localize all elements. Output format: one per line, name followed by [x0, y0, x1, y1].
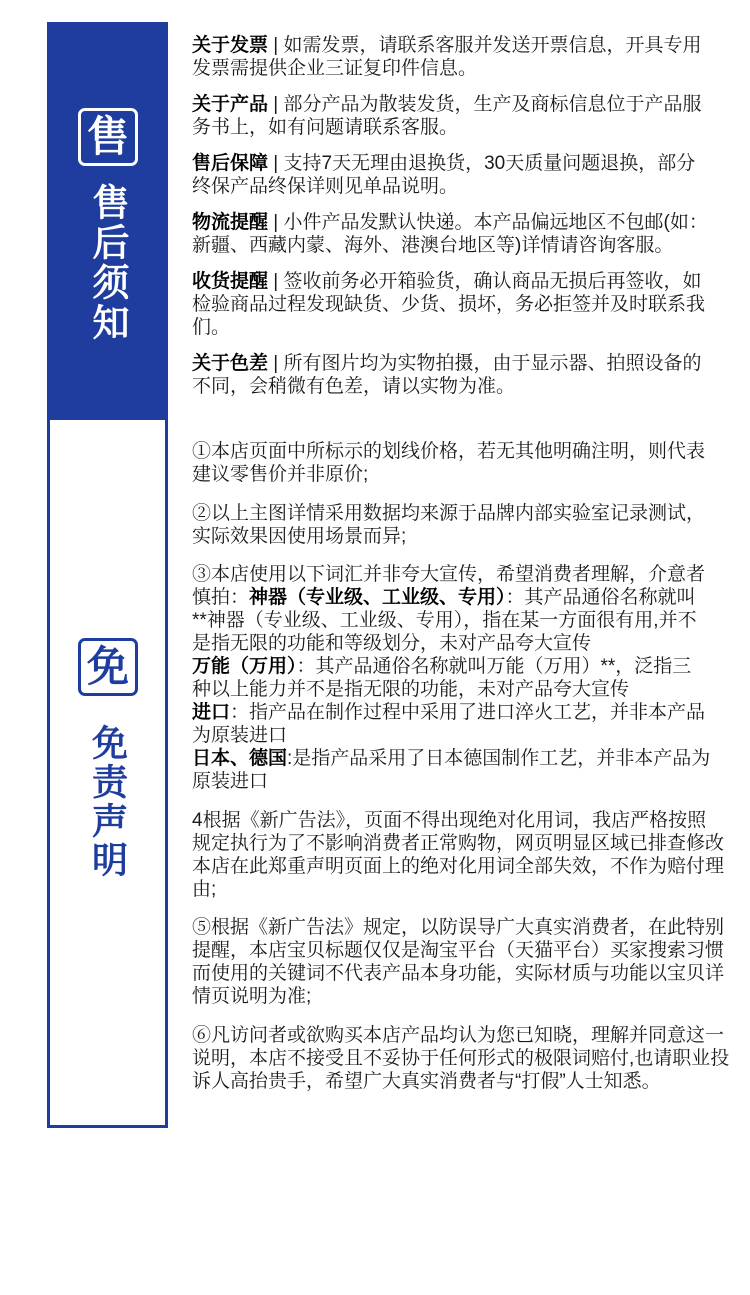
text-line	[192, 211, 737, 234]
aftersales-badge-char: 售	[86, 113, 129, 160]
text-segment: 不同，会稍微有色差，请以实物为准。	[192, 376, 516, 397]
disclaimer-banner	[47, 420, 168, 1128]
text-line	[192, 293, 737, 316]
aftersales-notice-item	[192, 352, 737, 398]
aftersales-notice-item	[192, 211, 737, 257]
text-line	[192, 655, 737, 678]
bold-term: 万能（万用）	[192, 656, 297, 677]
text-line	[192, 1070, 737, 1093]
text-segment: 4根据《新广告法》，页面不得出现绝对化用词，我店严格按照	[192, 809, 707, 831]
aftersales-notice-item	[192, 270, 737, 339]
text-line	[192, 962, 737, 985]
text-line	[192, 809, 737, 832]
bold-term: 进口	[192, 702, 231, 723]
bold-term: 关于发票	[192, 35, 269, 56]
text-segment: 提醒，本店宝贝标题仅仅是淘宝平台（天猫平台）买家搜索习惯	[192, 940, 725, 961]
text-line	[192, 93, 737, 116]
text-segment: 本店在此郑重声明页面上的绝对化用词全部失效，不作为赔付理	[192, 855, 725, 877]
text-line	[192, 678, 737, 701]
aftersales-title: 售后须知	[87, 183, 128, 343]
text-line	[192, 502, 737, 525]
bold-term: 神器（专业级、工业级、专用）	[249, 587, 506, 608]
text-segment: 是指无限的功能和等级划分，未对产品夸大宣传	[192, 633, 592, 654]
text-segment: 而使用的关键词不代表产品本身功能，实际材质与功能以宝贝详	[192, 963, 725, 984]
text-line	[192, 1047, 737, 1070]
text-segment: 务书上，如有问题请联系客服。	[192, 117, 459, 138]
aftersales-notice-item	[192, 34, 737, 80]
text-line	[192, 316, 737, 339]
aftersales-notice-item	[192, 93, 737, 139]
text-line	[192, 1024, 737, 1047]
text-line	[192, 985, 737, 1008]
text-segment: | 部分产品为散装发货，生产及商标信息位于产品服	[268, 94, 702, 115]
aftersales-notice-item	[192, 152, 737, 198]
text-segment: | 如需发票，请联系客服并发送开票信息，开具专用	[268, 35, 702, 56]
text-line	[192, 939, 737, 962]
text-segment: ⑤根据《新广告法》规定，以防误导广大真实消费者，在此特别	[192, 917, 725, 938]
text-segment: | 签收前务必开箱验货，确认商品无损后再签收，如	[268, 271, 702, 292]
text-line	[192, 116, 737, 139]
text-segment: 种以上能力并不是指无限的功能，未对产品夸大宣传	[192, 679, 630, 700]
text-line	[192, 152, 737, 175]
text-line	[192, 34, 737, 57]
bold-term: 收货提醒	[192, 271, 269, 292]
text-segment: 发票需提供企业三证复印件信息。	[192, 58, 478, 79]
disclaimer-title: 免责声明	[87, 724, 129, 880]
aftersales-notice-list	[192, 34, 737, 411]
disclaimer-clause-item	[192, 440, 737, 486]
text-segment: ：其产品通俗名称就叫万能（万用）**，泛指三	[296, 656, 692, 677]
text-segment: ②以上主图详情采用数据均来源于品牌内部实验室记录测试，	[192, 502, 706, 524]
text-line	[192, 175, 737, 198]
bold-term: 物流提醒	[192, 212, 269, 233]
text-segment: ①本店页面中所标示的划线价格，若无其他明确注明，则代表	[192, 441, 706, 462]
disclaimer-clause-item	[192, 916, 737, 1008]
text-segment: 原装进口	[192, 771, 269, 792]
text-line	[192, 440, 737, 463]
text-line	[192, 916, 737, 939]
disclaimer-clause-item	[192, 502, 737, 548]
text-line	[192, 352, 737, 375]
text-segment: ⑥凡访问者或欲购买本店产品均认为您已知晓，理解并同意这一	[192, 1024, 725, 1046]
text-segment: **神器（专业级、工业级、专用），指在某一方面很有用,并不	[192, 610, 697, 631]
text-segment: 由;	[192, 878, 217, 900]
text-segment: ：其产品通俗名称就叫	[505, 587, 696, 608]
text-line	[192, 234, 737, 257]
bold-term: 关于色差	[192, 353, 269, 374]
text-segment: ③本店使用以下词汇并非夸大宣传，希望消费者理解，介意者	[192, 564, 706, 585]
text-segment: 说明，本店不接受且不妥协于任何形式的极限词赔付,也请职业投	[192, 1047, 730, 1069]
text-line	[192, 609, 737, 632]
disclaimer-badge-char: 免	[86, 643, 129, 690]
bold-term: 售后保障	[192, 153, 269, 174]
text-line	[192, 747, 737, 770]
text-line	[192, 832, 737, 855]
text-segment: 们。	[192, 317, 231, 338]
text-segment: 情页说明为准;	[192, 986, 312, 1007]
text-segment: 为原装进口	[192, 725, 288, 746]
text-segment: 检验商品过程发现缺货、少货、损坏，务必拒签并及时联系我	[192, 294, 706, 315]
text-line	[192, 270, 737, 293]
text-segment: :是指产品采用了日本德国制作工艺，并非本产品为	[287, 748, 711, 769]
text-segment: 慎拍：	[192, 587, 250, 608]
text-line	[192, 724, 737, 747]
text-segment: | 所有图片均为实物拍摄，由于显示器、拍照设备的	[268, 353, 702, 374]
text-line	[192, 855, 737, 878]
text-line	[192, 463, 737, 486]
text-segment: 新疆、西藏内蒙、海外、港澳台地区等)详情请咨询客服。	[192, 235, 674, 256]
text-line	[192, 525, 737, 548]
text-segment: ：指产品在制作过程中采用了进口淬火工艺，并非本产品	[230, 702, 706, 723]
aftersales-badge	[78, 108, 138, 166]
text-line	[192, 632, 737, 655]
disclaimer-clause-list	[192, 440, 737, 1108]
text-line	[192, 57, 737, 80]
text-line	[192, 701, 737, 724]
text-line	[192, 770, 737, 793]
bold-term: 日本、德国	[192, 748, 288, 769]
text-line	[192, 878, 737, 901]
text-segment: 建议零售价并非原价;	[192, 464, 369, 485]
disclaimer-clause-item	[192, 809, 737, 901]
disclaimer-clause-item	[192, 1024, 737, 1093]
aftersales-banner	[47, 22, 168, 420]
bold-term: 关于产品	[192, 94, 269, 115]
text-line	[192, 563, 737, 586]
text-segment: 规定执行为了不影响消费者正常购物，网页明显区域已排查修改	[192, 832, 725, 854]
text-segment: 终保产品终保详则见单品说明。	[192, 176, 459, 197]
text-segment: 实际效果因使用场景而异;	[192, 525, 407, 547]
text-segment: 诉人高抬贵手，希望广大真实消费者与“打假”人士知悉。	[192, 1070, 661, 1092]
text-segment: | 支持7天无理由退换货，30天质量问题退换，部分	[268, 153, 696, 174]
disclaimer-clause-item	[192, 563, 737, 793]
text-segment: | 小件产品发默认快递。本产品偏远地区不包邮(如：	[268, 212, 708, 233]
text-line	[192, 586, 737, 609]
text-line	[192, 375, 737, 398]
disclaimer-badge	[78, 638, 138, 696]
